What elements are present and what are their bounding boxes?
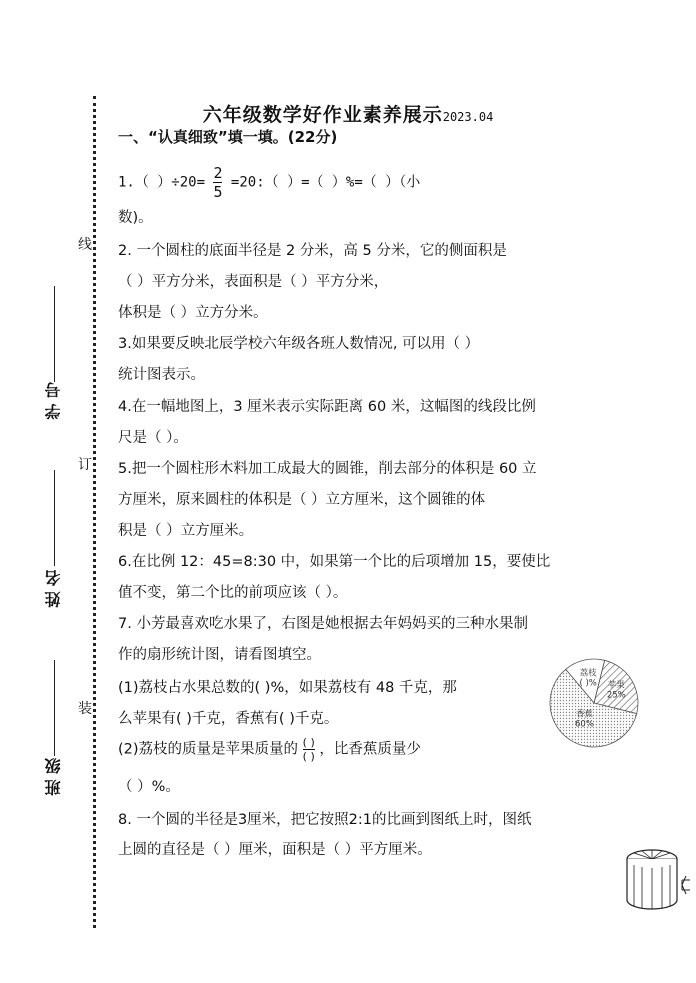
q6-line2: 值不变，第二个比的前项应该（ ）。 <box>118 585 348 601</box>
q2-line1: 2. 一个圆柱的底面半径是 2 分米，高 5 分米，它的侧面积是 <box>118 243 507 259</box>
q2-line2: （ ）平方分米，表面积是（ ）平方分米， <box>118 274 389 290</box>
pie-label-banana: 香蕉 60% <box>575 709 594 730</box>
q5-line1: 5.把一个圆柱形木料加工成最大的圆锥，削去部分的体积是 60 立 <box>118 461 537 477</box>
q1-fraction <box>213 164 222 201</box>
q1-after: =20:（ ）=（ ）%=（ ）（小 <box>230 174 421 191</box>
q7-sub2-line2: （ ）%。 <box>118 779 180 795</box>
xuehao-blank[interactable] <box>54 286 55 382</box>
q7-line2: 作的扇形统计图，请看图填空。 <box>118 647 321 663</box>
title-date: 2023.04 <box>442 110 494 124</box>
binding-ding: 订 <box>78 457 92 473</box>
pie-label-lychee: 荔枝( )% <box>579 668 597 689</box>
q1-before: 1.（ ）÷20= <box>118 174 206 191</box>
q8-line2: 上圆的直径是（ ）厘米，面积是（ ）平方厘米。 <box>118 842 432 858</box>
cylinder-figure <box>622 848 696 912</box>
q1-line1 <box>118 164 420 201</box>
section-heading: 一、“认真细致”填一填。(22分) <box>118 128 338 146</box>
binding-dashed-line <box>93 96 96 928</box>
xingming-blank[interactable] <box>54 470 55 566</box>
label-xuehao: 学 号 <box>44 382 63 420</box>
q1-frac-num: 2 <box>213 164 223 182</box>
page-title <box>0 100 696 127</box>
q1-frac-den: 5 <box>213 183 223 201</box>
q7-sub2-line1 <box>118 736 421 763</box>
q7-sub2-fraction <box>303 736 315 763</box>
arrow-icon <box>682 876 690 894</box>
label-banji: 班 级 <box>44 758 63 796</box>
q7-sub2-before: (2)荔枝的质量是苹果质量的 <box>118 741 299 758</box>
q3-line1: 3.如果要反映北辰学校六年级各班人数情况, 可以用（ ） <box>118 336 480 352</box>
fruit-pie-chart <box>544 657 644 749</box>
q4-line1: 4.在一幅地图上，3 厘米表示实际距离 60 米，这幅图的线段比例 <box>118 399 536 415</box>
q5-line2: 方厘米，原来圆柱的体积是（ ）立方厘米，这个圆锥的体 <box>118 492 486 508</box>
q5-line3: 积是（ ）立方厘米。 <box>118 523 254 539</box>
q4-line2: 尺是（ ）。 <box>118 430 188 446</box>
q3-line2: 统计图表示。 <box>118 367 205 383</box>
q2-line3: 体积是（ ）立方分米。 <box>118 305 268 321</box>
pie-label-apple: 苹果 25% <box>606 680 626 701</box>
title-text: 六年级数学好作业素养展示 <box>202 104 443 126</box>
q1-line2: 数)。 <box>118 210 153 226</box>
q6-line1: 6.在比例 12：45=8:30 中，如果第一个比的后项增加 15，要使比 <box>118 554 551 570</box>
q7-line1: 7. 小芳最喜欢吃水果了，右图是她根据去年妈妈买的三种水果制 <box>118 616 528 632</box>
label-xingming: 姓 名 <box>44 570 63 608</box>
q7-sub1-line2: 么苹果有( )千克，香蕉有( )千克。 <box>118 711 339 727</box>
q7-sub2-after: ，比香蕉质量少 <box>319 741 421 758</box>
q7-sub1-line1: (1)荔枝占水果总数的( )%，如果荔枝有 48 千克，那 <box>118 680 457 696</box>
binding-zhuang: 装 <box>78 701 92 717</box>
q8-line1: 8. 一个圆的半径是3厘米，把它按照2:1的比画到图纸上时，图纸 <box>118 812 532 828</box>
binding-xian: 线 <box>78 237 92 253</box>
q7-sub2-den: ( ) <box>302 750 315 763</box>
q7-sub2-num: ( ) <box>302 736 315 749</box>
banji-blank[interactable] <box>54 660 55 756</box>
